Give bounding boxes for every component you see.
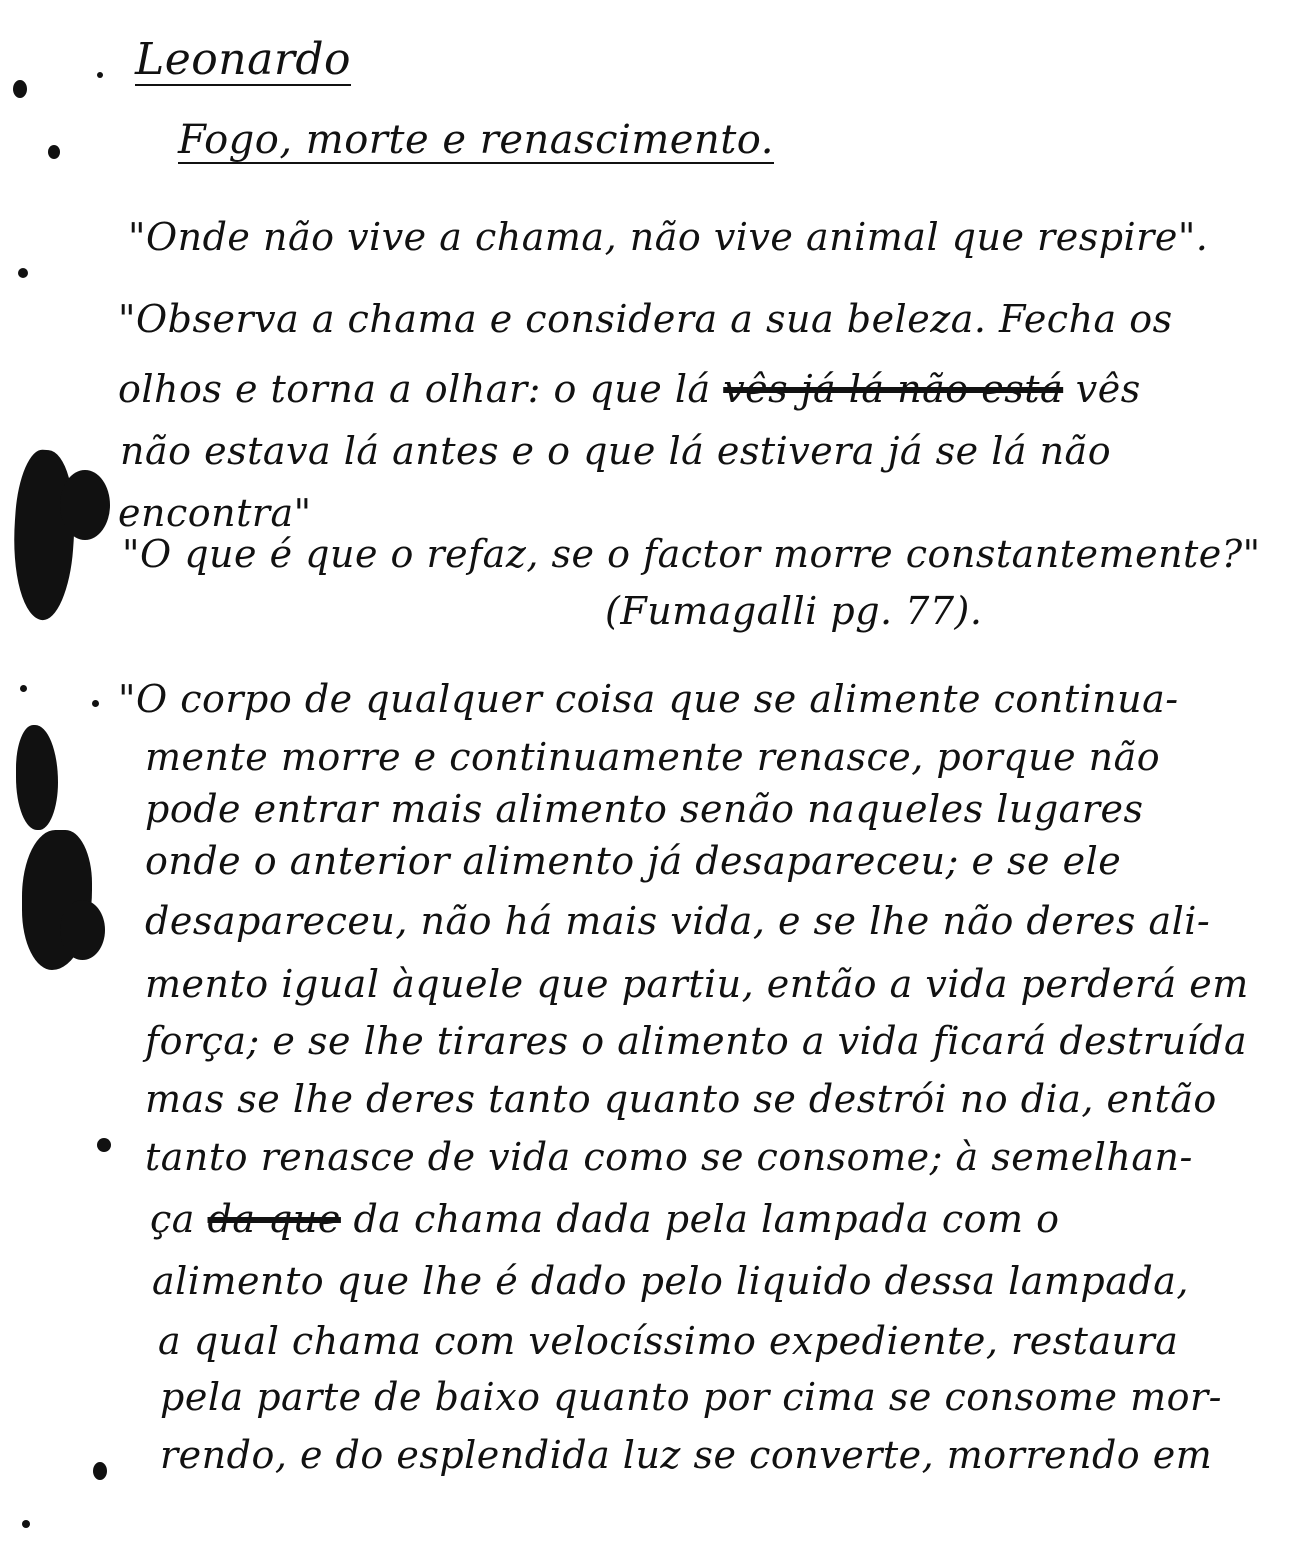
page-title: Leonardo <box>135 34 352 85</box>
quote-fragment: da chama dada pela lampada com o <box>340 1197 1060 1241</box>
quote-line: pela parte de baixo quanto por cima se consome mor- <box>160 1375 1223 1419</box>
quote-line: encontra" <box>118 491 312 535</box>
quote-line: tanto renasce de vida como se consome; à semelhan- <box>145 1135 1193 1179</box>
struck-text: vês já lá não está <box>723 367 1064 411</box>
quote-line: rendo, e do esplendida luz se converte, morrendo em <box>160 1433 1213 1477</box>
ink-blot <box>60 900 105 960</box>
quote-line: alimento que lhe é dado pelo liquido dessa lampada, <box>152 1259 1189 1303</box>
quote-fragment: vês <box>1063 367 1141 411</box>
margin-dot <box>22 1520 30 1528</box>
margin-dot <box>13 80 27 98</box>
quote-line: "O que é que o refaz, se o factor morre constantemente?" <box>122 532 1261 576</box>
quote-line: mente morre e continuamente renasce, porque não <box>145 735 1161 779</box>
quote-line: força; e se lhe tirares o alimento a vida ficará destruída <box>145 1019 1248 1063</box>
quote-fragment: ça <box>150 1197 208 1241</box>
margin-dot <box>97 1138 111 1152</box>
quote-line: mas se lhe deres tanto quanto se destrói no dia, então <box>145 1077 1217 1121</box>
quote-line: "Observa a chama e considera a sua beleza. Fecha os <box>118 297 1173 341</box>
struck-text: da que <box>207 1197 341 1241</box>
quote-line: onde o anterior alimento já desapareceu; e se ele <box>145 839 1122 883</box>
quote-line <box>150 1197 1060 1241</box>
ink-blot <box>60 470 110 540</box>
quote-line: "O corpo de qualquer coisa que se alimente continua- <box>118 677 1179 721</box>
quote-line: desapareceu, não há mais vida, e se lhe não deres ali- <box>145 899 1211 943</box>
quote-line: a qual chama com velocíssimo expediente, restaura <box>158 1319 1179 1363</box>
quote-fragment: olhos e torna a olhar: o que lá <box>118 367 724 411</box>
quote-line: "Onde não vive a chama, não vive animal que respire". <box>128 215 1209 259</box>
quote-line <box>118 367 1141 411</box>
page-subtitle: Fogo, morte e renascimento. <box>178 117 774 163</box>
quote-line: pode entrar mais alimento senão naqueles lugares <box>145 787 1144 831</box>
margin-dot <box>20 685 27 692</box>
ink-blot <box>16 725 58 830</box>
margin-dot <box>92 700 99 707</box>
ink-blot <box>8 448 80 622</box>
margin-dot <box>48 145 60 159</box>
margin-dot <box>97 72 103 78</box>
quote-line: não estava lá antes e o que lá estivera já se lá não <box>120 429 1112 473</box>
margin-dot <box>18 268 28 278</box>
quote-line: mento igual àquele que partiu, então a vida perderá em <box>145 962 1249 1006</box>
margin-dot <box>93 1462 107 1480</box>
quote-source: (Fumagalli pg. 77). <box>605 589 983 633</box>
